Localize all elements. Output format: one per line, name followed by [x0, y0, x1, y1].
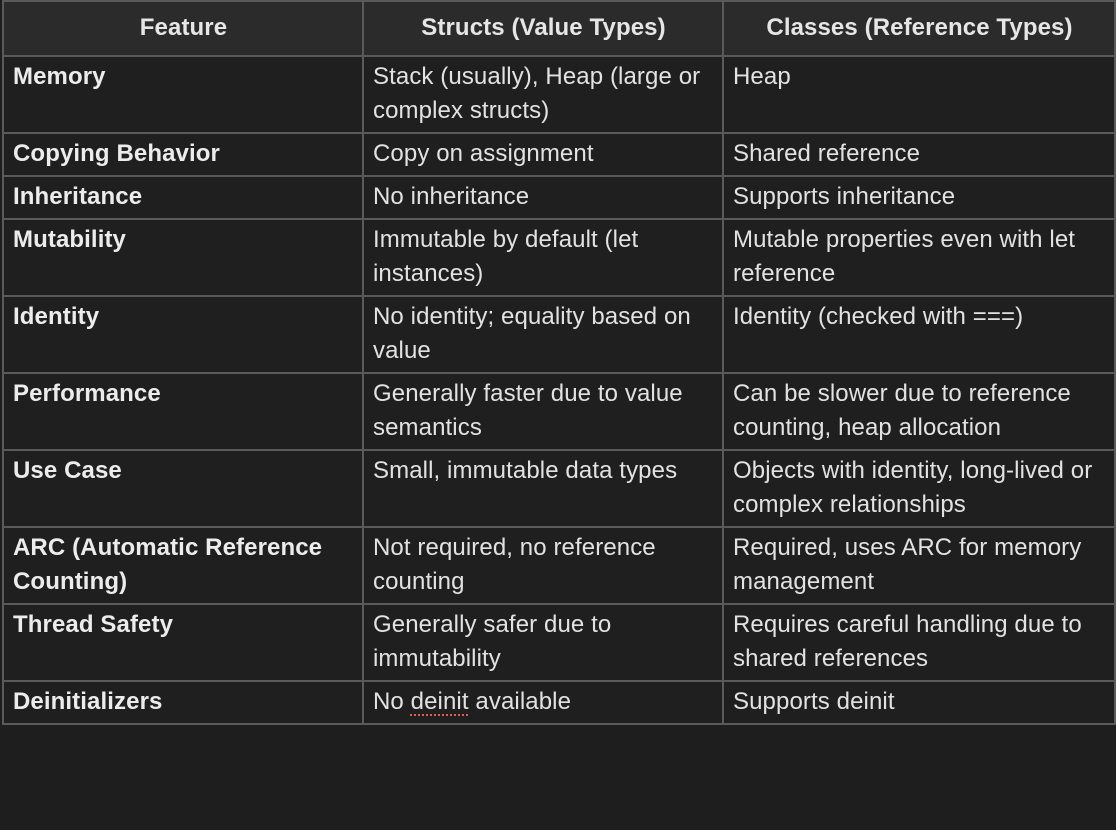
structs-cell: Not required, no reference counting — [363, 527, 723, 604]
header-row — [3, 1, 1115, 56]
table-row — [3, 527, 1115, 604]
structs-cell: No identity; equality based on value — [363, 296, 723, 373]
table-row — [3, 219, 1115, 296]
table-row — [3, 133, 1115, 176]
classes-cell: Mutable properties even with let reference — [723, 219, 1115, 296]
feature-cell: Memory — [3, 56, 363, 133]
table-row — [3, 450, 1115, 527]
header-structs: Structs (Value Types) — [363, 1, 723, 56]
feature-cell: Inheritance — [3, 176, 363, 219]
table-row — [3, 296, 1115, 373]
feature-cell: Mutability — [3, 219, 363, 296]
feature-cell: Thread Safety — [3, 604, 363, 681]
misspelled-word[interactable]: deinit — [410, 688, 469, 715]
structs-cell: Immutable by default (let instances) — [363, 219, 723, 296]
table-row — [3, 176, 1115, 219]
classes-cell: Objects with identity, long-lived or complex relationships — [723, 450, 1115, 527]
table-row — [3, 373, 1115, 450]
feature-cell: Copying Behavior — [3, 133, 363, 176]
table-row — [3, 56, 1115, 133]
structs-cell: Small, immutable data types — [363, 450, 723, 527]
table-body — [3, 56, 1115, 724]
feature-cell: Deinitializers — [3, 681, 363, 724]
classes-cell: Supports deinit — [723, 681, 1115, 724]
classes-cell: Required, uses ARC for memory management — [723, 527, 1115, 604]
table-header — [3, 1, 1115, 56]
comparison-table — [2, 0, 1116, 725]
feature-cell: Identity — [3, 296, 363, 373]
classes-cell: Can be slower due to reference counting, heap allocation — [723, 373, 1115, 450]
feature-cell: ARC (Automatic Reference Counting) — [3, 527, 363, 604]
structs-cell: Copy on assignment — [363, 133, 723, 176]
structs-cell: Stack (usually), Heap (large or complex structs) — [363, 56, 723, 133]
structs-cell: No inheritance — [363, 176, 723, 219]
feature-cell: Use Case — [3, 450, 363, 527]
table-row — [3, 604, 1115, 681]
classes-cell: Heap — [723, 56, 1115, 133]
structs-cell-spellcheck: No deinit available — [363, 681, 723, 724]
feature-cell: Performance — [3, 373, 363, 450]
classes-cell: Requires careful handling due to shared references — [723, 604, 1115, 681]
classes-cell: Shared reference — [723, 133, 1115, 176]
table-row — [3, 681, 1115, 724]
header-classes: Classes (Reference Types) — [723, 1, 1115, 56]
classes-cell: Identity (checked with ===) — [723, 296, 1115, 373]
header-feature: Feature — [3, 1, 363, 56]
structs-cell: Generally safer due to immutability — [363, 604, 723, 681]
classes-cell: Supports inheritance — [723, 176, 1115, 219]
structs-cell: Generally faster due to value semantics — [363, 373, 723, 450]
